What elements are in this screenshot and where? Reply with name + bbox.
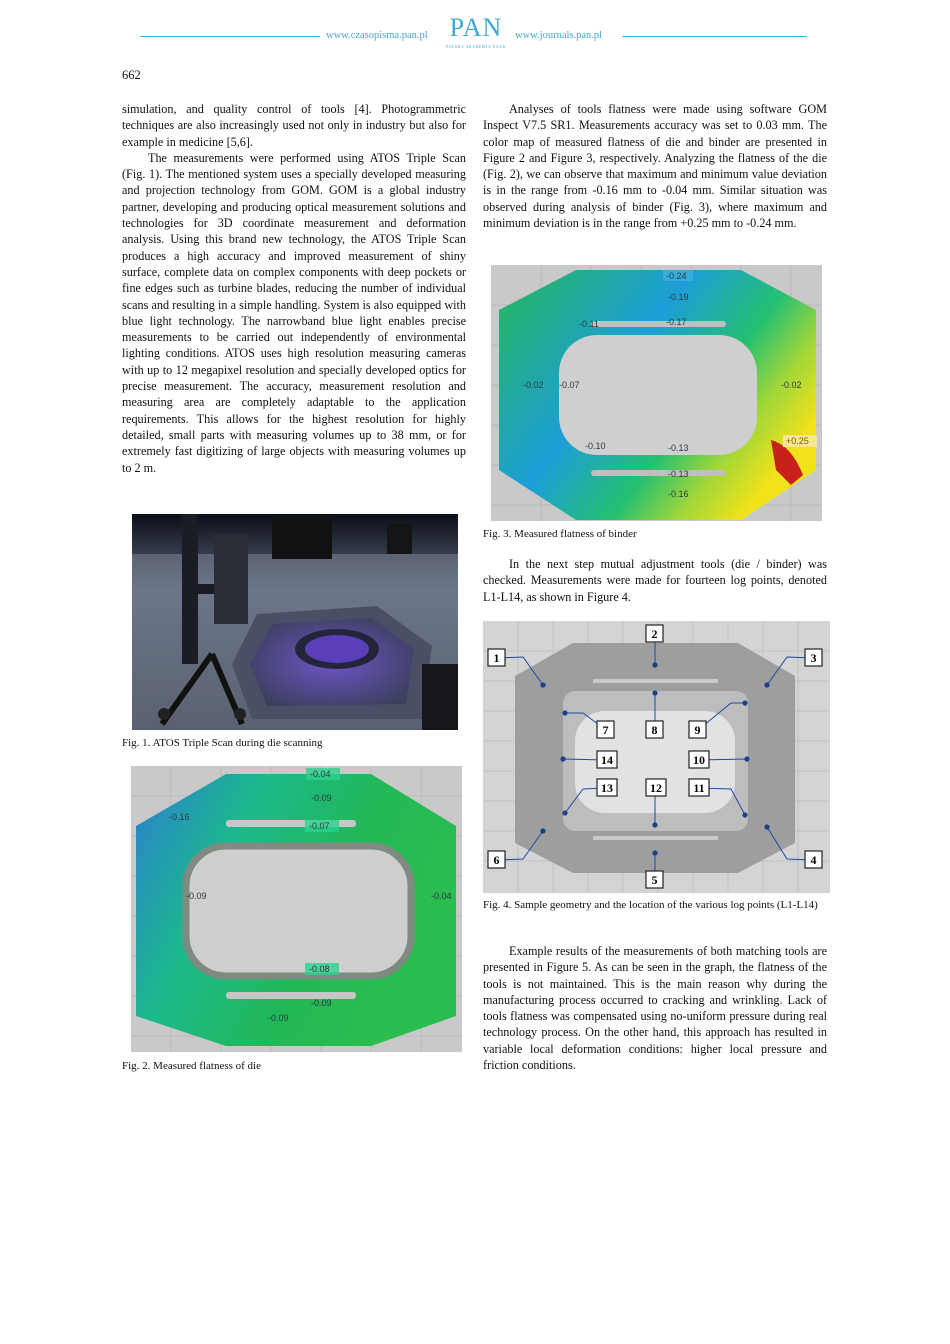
- fig3-label-g: -0.02: [781, 380, 802, 390]
- pan-logo-subtext: POLSKA AKADEMIA NAUK: [445, 44, 507, 49]
- right-column-text-1: [483, 101, 827, 231]
- fig4-point-label-14: 14: [601, 753, 613, 767]
- pan-logo: [444, 14, 508, 49]
- page-number: 662: [122, 68, 141, 82]
- fig4-point-label-6: 6: [493, 853, 500, 867]
- figure-2-die-map: [131, 766, 462, 1052]
- fig4-point-label-2: 2: [651, 627, 658, 641]
- fig3-label-l: -0.16: [668, 489, 689, 499]
- fig3-label-f: -0.07: [559, 380, 580, 390]
- fig2-label-f: -0.04: [431, 891, 452, 901]
- fig3-label-h: +0.25: [786, 436, 809, 446]
- fig3-label-e: -0.02: [523, 380, 544, 390]
- fig4-point-dot-13: [562, 810, 567, 815]
- fig4-point-label-4: 4: [810, 853, 817, 867]
- fig2-die-cavity: [186, 846, 411, 976]
- fig3-label-j: -0.13: [668, 443, 689, 453]
- header-link-journals[interactable]: www.journals.pan.pl: [515, 30, 603, 41]
- fig4-point-label-10: 10: [693, 753, 705, 767]
- left-paragraph-1: simulation, and quality control of tools [4]. Photogrammetric techniques are also increasingly used not only in industry but also for example in medicine [5,6].: [122, 102, 466, 149]
- fig2-label-e: -0.09: [186, 891, 207, 901]
- fig4-point-label-1: 1: [493, 651, 500, 665]
- figure-2-caption: Fig. 2. Measured flatness of die: [122, 1060, 261, 1072]
- fig2-label-c: -0.16: [169, 812, 190, 822]
- fig2-label-g: -0.08: [309, 964, 330, 974]
- fig4-point-label-12: 12: [650, 781, 662, 795]
- fig4-point-dot-3: [764, 682, 769, 687]
- fig3-label-b: -0.19: [668, 292, 689, 302]
- fig4-point-dot-8: [652, 690, 657, 695]
- fig4-point-label-9: 9: [694, 723, 701, 737]
- fig4-point-dot-6: [540, 828, 545, 833]
- fig4-point-dot-5: [652, 850, 657, 855]
- figure-1-caption: Fig. 1. ATOS Triple Scan during die scanning: [122, 737, 323, 749]
- fig4-point-dot-11: [742, 812, 747, 817]
- fig3-binder-cavity: [559, 335, 757, 455]
- fig3-label-a: -0.24: [666, 271, 687, 281]
- fig4-point-dot-2: [652, 662, 657, 667]
- fig2-label-a: -0.04: [310, 769, 331, 779]
- figure-3-binder-map: [491, 265, 822, 521]
- right-paragraph-2: In the next step mutual adjustment tools (die / binder) was checked. Measurements were made for fourteen log points, denoted L1-L14, as shown in Figure 4.: [483, 557, 827, 604]
- fig4-point-label-7: 7: [602, 723, 609, 737]
- fig4-point-label-5: 5: [651, 873, 658, 887]
- fig4-point-dot-14: [560, 756, 565, 761]
- fig4-point-dot-12: [652, 822, 657, 827]
- fig2-label-h: -0.09: [311, 998, 332, 1008]
- header-link-czasopisma[interactable]: www.czasopisma.pan.pl: [326, 30, 428, 41]
- figure-4-caption: Fig. 4. Sample geometry and the location of the various log points (L1-L14): [483, 899, 818, 911]
- figure-3-caption: Fig. 3. Measured flatness of binder: [483, 528, 637, 540]
- fig4-point-dot-9: [742, 700, 747, 705]
- fig3-label-c: -0.11: [579, 319, 599, 329]
- fig4-point-label-8: 8: [651, 723, 658, 737]
- fig3-label-k: -0.13: [668, 469, 689, 479]
- right-column-text-3: [483, 943, 827, 1073]
- header-rule-left: [140, 36, 320, 37]
- fig4-point-dot-1: [540, 682, 545, 687]
- left-paragraph-2: The measurements were performed using ATOS Triple Scan (Fig. 1). The mentioned system uses a specially developed measuring and projection technology from GOM. GOM is a global industry partner, developing and producing optical measurement solutions and technologies for 3D coordinate measurement and deformation analysis. Using this brand new technology, the ATOS Triple Scan produces a high accuracy and improved measurement of shiny surface, complete data on complex components with deep pockets or fine edges such as turbine blades, reducing the number of individual scans and resulting in a simple handling. System is also equipped with blue light technology. The narrowband blue light enables precise measurements to be carried out independently of environmental lighting conditions. ATOS uses high resolution measuring cameras with up to 12 megapixel resolution and specially developed optics for precise measurement. The accuracy, measurement resolution and measuring area are completely adaptable to the application requirements. This allows for the highest resolution for highly detailed, small parts with measuring volumes up to 38 mm, or for extremely fast digitizing of large objects with measuring volumes up to 2 m.: [122, 150, 466, 475]
- fig3-label-i: -0.10: [585, 441, 606, 451]
- fig3-label-d: -0.17: [666, 317, 687, 327]
- fig4-point-dot-10: [744, 756, 749, 761]
- right-paragraph-3: Example results of the measurements of both matching tools are presented in Figure 5. As can be seen in the graph, the flatness of the tools is not maintained. This is the main reason why during the manufacturing process occurred to cracking and wrinkling. Lack of tools flatness was compensated using no-uniform pressure during real technology process. On the other hand, this approach has resulted in variable local deformation conditions: higher local pressure and friction conditions.: [483, 944, 827, 1073]
- figure-1-photo: [132, 514, 458, 730]
- fig2-label-d: -0.07: [309, 821, 330, 831]
- figure-4-log-points: [483, 621, 830, 893]
- fig4-point-label-11: 11: [693, 781, 705, 795]
- fig4-point-label-13: 13: [601, 781, 613, 795]
- fig4-point-dot-7: [562, 710, 567, 715]
- fig2-label-i: -0.09: [268, 1013, 289, 1023]
- left-column-text: [122, 101, 466, 476]
- right-paragraph-1: Analyses of tools flatness were made using software GOM Inspect V7.5 SR1. Measurements accuracy was set to 0.03 mm. The color map of measured flatness of die and binder are presented in Figure 2 and Figure 3, respectively. Analyzing the flatness of the die (Fig. 2), we can observe that maximum and minimum value deviation is in the range from -0.16 mm to -0.04 mm. Similar situation was observed during analysis of binder (Fig. 3), where maximum and minimum deviation is in the range from +0.25 mm to -0.24 mm.: [483, 102, 827, 231]
- right-column-text-2: [483, 556, 827, 605]
- fig2-label-b: -0.09: [311, 793, 332, 803]
- header-rule-right: [622, 36, 807, 37]
- fig4-point-label-3: 3: [810, 651, 817, 665]
- fig4-point-dot-4: [764, 824, 769, 829]
- pan-logo-text: PAN: [449, 13, 503, 42]
